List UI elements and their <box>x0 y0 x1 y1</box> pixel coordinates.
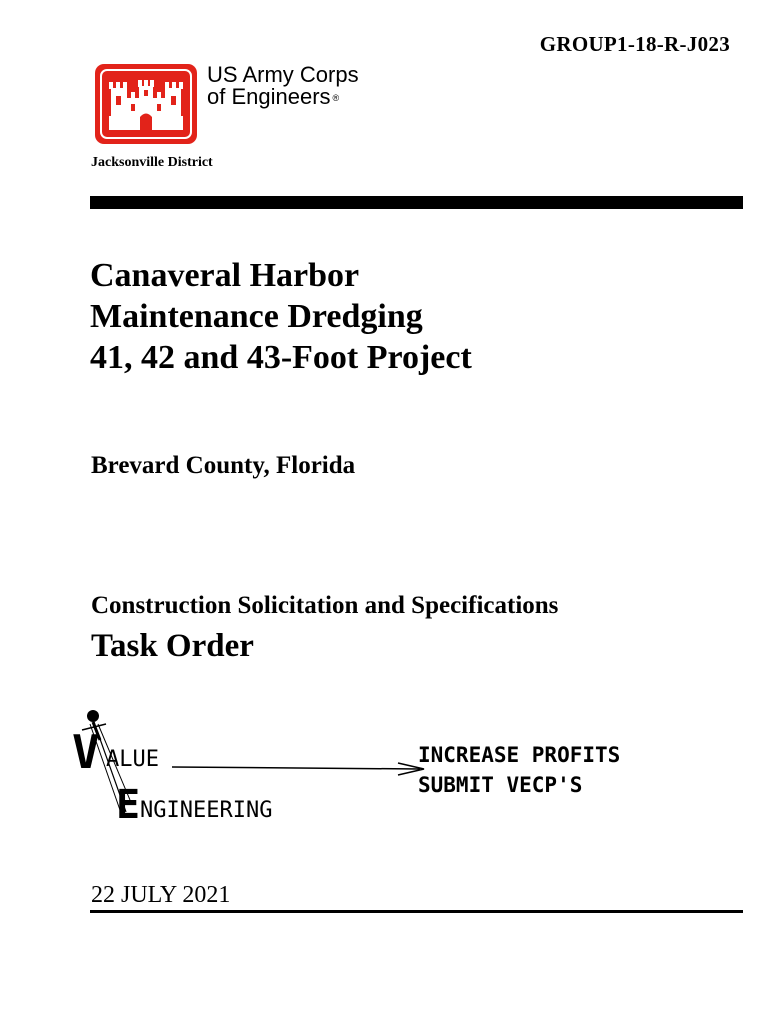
usace-wordmark <box>207 64 359 109</box>
title-line-1: Canaveral Harbor <box>90 257 360 294</box>
county-location: Brevard County, Florida <box>91 452 356 479</box>
title-line-2: Maintenance Dredging <box>90 298 423 335</box>
document-number: GROUP1-18-R-J023 <box>539 32 730 56</box>
document-date: 22 JULY 2021 <box>91 882 231 908</box>
ve-word-value: ALUE <box>106 747 159 772</box>
title-line-3: 41, 42 and 43-Foot Project <box>90 339 472 376</box>
ve-v-initial: V <box>72 725 100 779</box>
district-name: Jacksonville District <box>91 155 213 170</box>
footer-divider <box>90 910 743 913</box>
ve-message-line-1: INCREASE PROFITS <box>418 743 621 767</box>
wordmark-line2-text: of Engineers <box>207 84 331 109</box>
value-engineering-graphic <box>68 700 628 830</box>
figure-head-icon <box>87 710 99 722</box>
header-divider <box>90 196 743 209</box>
usace-castle-logo <box>95 64 197 144</box>
ve-message-line-2: SUBMIT VECP'S <box>418 773 583 797</box>
ve-word-engineering: NGINEERING <box>140 798 273 823</box>
task-order-heading: Task Order <box>91 628 254 664</box>
wordmark-line1: US Army Corps <box>207 62 359 87</box>
castle-icon <box>95 64 197 144</box>
ve-e-initial: E <box>116 782 141 828</box>
ve-arrow-line <box>172 767 420 769</box>
solicitation-heading: Construction Solicitation and Specifications <box>91 592 559 619</box>
wordmark-line2 <box>207 86 359 109</box>
project-title <box>90 255 472 378</box>
registered-mark: ® <box>332 93 340 104</box>
